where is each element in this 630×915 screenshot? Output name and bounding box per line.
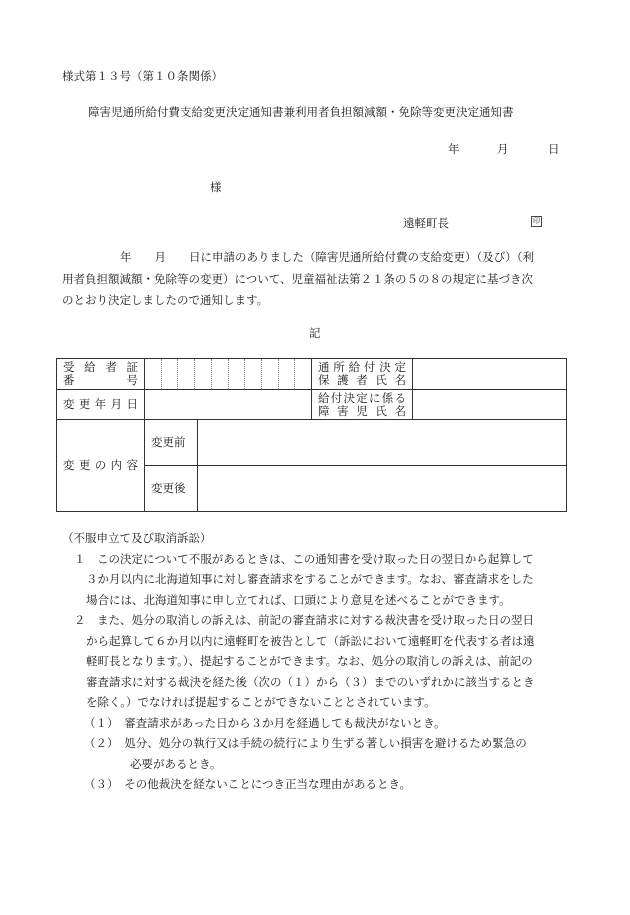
digit-box[interactable] — [162, 359, 179, 389]
document-title: 障害児通所給付費支給変更決定通知書兼利用者負担額減額・免除等変更決定通知書 — [88, 105, 514, 119]
item-text: 審査請求に対する裁決を経た後（次の（１）から（３）までのいずれかに該当するとき — [86, 674, 535, 689]
sub-text: 処分、処分の執行又は手続の続行により生ずる著しい損害を避けるため緊急の — [124, 736, 527, 750]
guardian-label-line2: 保 護 者 氏 名 — [318, 373, 406, 387]
digit-box[interactable] — [245, 359, 262, 389]
child-label-line2: 障 害 児 氏 名 — [318, 403, 406, 418]
digit-box[interactable] — [212, 359, 229, 389]
sub-number: （３） — [84, 777, 113, 791]
child-name-field[interactable] — [413, 390, 567, 420]
change-date-label: 変 更 年 月 日 — [57, 390, 145, 420]
item-number: ２ — [74, 613, 86, 627]
decision-table — [56, 358, 567, 512]
objection-item-1 — [62, 549, 572, 611]
item-text: また、処分の取消しの訴えは、前記の審査請求に対する裁決書を受け取った日の翌日 — [97, 613, 534, 627]
objection-section — [62, 528, 572, 795]
change-date-field[interactable] — [145, 390, 312, 420]
guardian-name-field[interactable] — [413, 359, 567, 390]
guardian-label-line1: 通所給付決定 — [318, 360, 406, 374]
item-text: を除く。）でなければ提起することができないこととされています。 — [86, 695, 436, 709]
date-day: 日 — [548, 142, 560, 156]
body-line: のとおり決定しましたので通知します。 — [62, 293, 269, 307]
child-name-label — [312, 390, 413, 420]
item-text: ３か月以内に北海道知事に対し審査請求をすることができます。なお、審査請求をした — [86, 572, 534, 586]
item-text: 場合には、北海道知事に申し立てれば、口頭により意見を述べることができます。 — [86, 592, 511, 607]
before-label: 変更前 — [145, 420, 198, 466]
date-year: 年 — [448, 142, 460, 156]
sub-number: （２） — [84, 736, 113, 750]
form-number: 様式第１３号（第１０条関係） — [62, 69, 223, 83]
item-text: 軽町長となります。）、提起することができます。なお、処分の取消しの訴えは、前記の — [86, 654, 533, 668]
sub-item-3 — [62, 774, 572, 795]
seal-mark: 印 — [533, 217, 540, 225]
body-paragraph — [62, 247, 572, 312]
digit-box[interactable] — [295, 359, 311, 389]
date-month: 月 — [497, 142, 509, 156]
recipient-label-line2: 番 号 — [63, 373, 138, 387]
item-number: １ — [74, 551, 86, 566]
sub-text: 審査請求があった日から３か月を経過しても裁決がないとき。 — [124, 715, 446, 730]
objection-heading: （不服申立て及び取消訴訟） — [62, 531, 212, 545]
objection-item-2 — [62, 610, 572, 713]
digit-box[interactable] — [145, 359, 162, 389]
addressee-suffix: 様 — [210, 180, 222, 194]
item-text: から起算して６か月以内に遠軽町を被告として（訴訟において遠軽町を代表する者は遠 — [86, 633, 535, 648]
body-line: 年 月 日に申請のありました（障害児通所給付費の支給変更）（及び）（利 — [120, 250, 534, 264]
child-label-line1: 給付決定に係る — [318, 390, 406, 405]
sub-item-1 — [62, 713, 572, 734]
digit-box[interactable] — [195, 359, 212, 389]
change-content-label: 変 更 の 内 容 — [57, 420, 145, 512]
after-label: 変更後 — [145, 466, 198, 512]
digit-box[interactable] — [262, 359, 279, 389]
sub-text: 必要があるとき。 — [130, 756, 222, 771]
before-field[interactable] — [198, 420, 567, 466]
after-field[interactable] — [198, 466, 567, 512]
recipient-number-label — [57, 359, 145, 390]
sender-name: 遠軽町長 — [403, 216, 449, 230]
digit-box[interactable] — [178, 359, 195, 389]
digit-box[interactable] — [229, 359, 246, 389]
body-line: 用者負担額減額・免除等の変更）について、児童福祉法第２１条の５の８の規定に基づき次 — [62, 271, 534, 286]
sub-text: その他裁決を経ないことにつき正当な理由があるとき。 — [124, 777, 412, 791]
sub-number: （１） — [84, 715, 113, 730]
digit-box[interactable] — [279, 359, 296, 389]
guardian-name-label — [312, 359, 413, 390]
item-text: この決定について不服があるときは、この通知書を受け取った日の翌日から起算して — [97, 551, 534, 566]
recipient-number-field[interactable] — [145, 359, 312, 390]
sub-item-2 — [62, 733, 572, 774]
recipient-label-line1: 受 給 者 証 — [63, 360, 138, 374]
ki-heading: 記 — [309, 326, 321, 340]
